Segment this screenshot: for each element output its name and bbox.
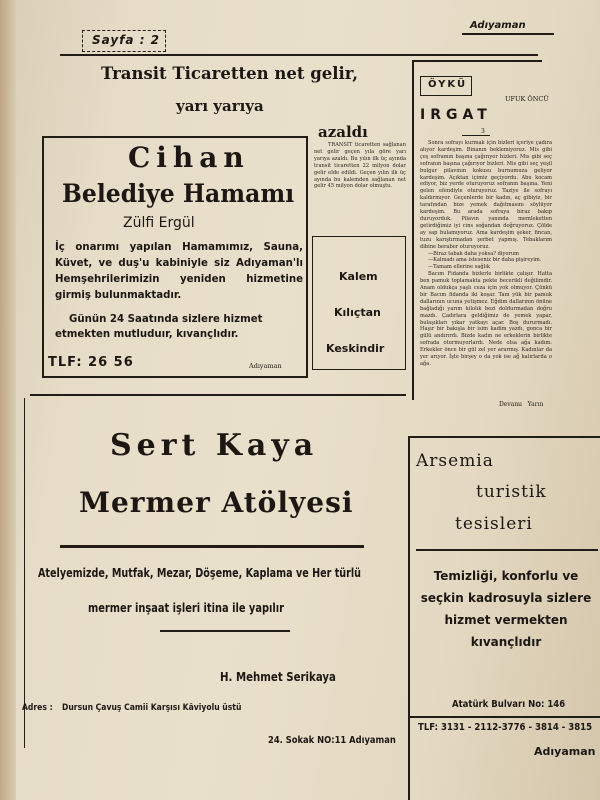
kalem-line1: Kalem — [339, 270, 378, 283]
kalem-line2: Kılıçtan — [334, 306, 381, 319]
cihan-text2: Günün 24 Saatında sizlere hizmet etmekten mutluduır, kıvançlıdır. — [55, 314, 263, 340]
middle-rule — [30, 394, 406, 396]
arsemia-city: Adıyaman — [534, 745, 596, 758]
arsemia-line2: turistik — [476, 482, 547, 502]
sert-kaya-rule — [60, 545, 364, 548]
story-part: 3 — [481, 128, 485, 135]
cihan-title: Cihan — [128, 141, 250, 174]
arsemia-bottom-rule — [410, 716, 600, 718]
story-title: IRGAT — [420, 107, 492, 123]
transit-headline-line1: Transit Ticaretten net gelir, — [101, 64, 359, 83]
story-paragraph: —Biraz tabak daha yoksa? diyorum — [428, 250, 519, 257]
transit-headline-line3: azaldı — [318, 123, 368, 141]
arsemia-text: Temizliği, konforlu ve seçkin kadrosuyla sizlere hizmet vermekten kıvançlıdır — [420, 569, 592, 649]
transit-headline-line2: yarı yarıya — [176, 97, 264, 115]
cihan-title-line2: Belediye Hamamı — [62, 179, 295, 208]
transit-body: TRANSİT ticaretten sağlanan net gelir geçen yıla göre yarı yarıya azaldı. Bu yılın ilk üç ayında transit ticaretten 22 milyon dolar gelir elde edildi. Geçen yılın ilk üç ayında bu kalemden sağlanan net gelir 45 milyon dolar olmuştu. — [314, 142, 406, 190]
sert-kaya-subtitle: Mermer Atölyesi — [79, 486, 354, 519]
sert-kaya-small-rule — [160, 630, 290, 632]
sert-kaya-street: 24. Sokak NO:11 Adıyaman — [268, 735, 396, 746]
story-part-rule — [462, 135, 490, 136]
story-paragraph: —Tamam ellerine sağlık — [428, 264, 490, 271]
story-body — [420, 140, 552, 398]
story-paragraph: Sonra sofrayı kurmak için bizleri içeriye çadıra alıyor kardeşim. Binanın beklemiyoruz. Mis gibi çeş soframın başına çağırıyor bizleri. Mis gibi seç sofranın başına çağırıyor bizleri. Mis gibi seç yeşil bulgur pilavının kokusu burnumuza geliyor kardeşim. Açıktan içimiz geçiyordu. Abu kocam ediyor, biz yerde oturuyoruz sofranın başına. Yeni gelen efendiyle oturuyoruz. Taziye ile sofrayı kaldırmıyor. Geçenlerde bir kadın, aç gibiyiz, bir tarafından bize yemek dağıtmasını söylüyor kardeşim. Bu arada sofraya biraz bakıp duruyorduk. Pilavın yanında memleketten getirdiğimiz iyi cins soğandan doğruyoruz. Çölde ay sap bulamıyoruz. Ama kardeşim şeker, fincan, tuzu karıştırmadan şerbet yapmış. Tebaklarım dibine beraber oturuyoruz. — [420, 140, 552, 250]
sert-kaya-address: Dursun Çavuş Camii Karşısı Kâviyolu üstü — [62, 703, 242, 713]
cihan-text1: İç onarımı yapılan Hamamımız, Sauna, Küvet, ve duş'u kabiniyle siz Adıyaman'lı Hemşehrilerimizin yeniden hizmetine girmiş bulunmaktadır. — [55, 242, 303, 301]
sert-kaya-owner: H. Mehmet Serikaya — [220, 670, 336, 684]
sert-kaya-services2: mermer inşaat işleri itina ile yapılır — [88, 601, 284, 615]
arsemia-line3: tesisleri — [455, 514, 533, 534]
page-number: Sayfa : 2 — [92, 33, 161, 47]
story-side-rule — [412, 60, 414, 400]
sert-kaya-address-label: Adres : — [22, 703, 53, 713]
story-section: ÖYKÜ — [428, 79, 468, 90]
arsemia-phone: TLF: 3131 - 2112-3776 - 3814 - 3815 — [418, 722, 593, 733]
cihan-phone: TLF: 26 56 — [48, 355, 134, 370]
cihan-city: Adıyaman — [249, 362, 282, 370]
arsemia-rule — [416, 549, 598, 551]
header-rule — [462, 33, 554, 35]
arsemia-line1: Arsemia — [416, 451, 494, 471]
paper-name: Adıyaman — [470, 20, 526, 31]
story-continued: Devamı Yarın — [499, 401, 544, 408]
arsemia-address: Atatürk Bulvarı No: 146 — [452, 699, 566, 710]
sert-kaya-services: Atelyemizde, Mutfak, Mezar, Döşeme, Kaplama ve Her türlü — [38, 566, 361, 580]
cihan-owner: Zülfi Ergül — [123, 215, 195, 231]
story-paragraph: —Kalmadı ama isteseniz bir daha pişireyim. — [428, 257, 542, 264]
kalem-line3: Keskindir — [326, 342, 385, 355]
story-paragraph: Bacım Fidanda bizlerle birlikte çalışır. Hatta ben pamuk toplamakta pekte becerikli değilimdir. Anam oldukça yaşlı ceza için yok olmuyor. Çünkü bir Bacım fidanda iki koşar. Tam yük bir pamuk dallarının ucuna yetişmez. Eğdim dallarının önüne bağladığı yarım kilolık bezi doldurmadan doğru mazdı. Çadırlara geldiğimiz de yemek yapar, bulaşıkları yıkar yatkayı açar. Boş dururmadı. Haşır bir bakışla bir isim kadim yazdı, gonca bir gülü andırırdı. Bizde kadın ne erkeklerin birlikte sofrada oturmuyorlardı. Nede olsa ağa kadım. Erkekler önce bir gül zel yer ararmış. Kadınlar da yer arıyor. İşte birşey o da yok ise ağ kalırlarda o ağa. — [420, 271, 552, 367]
story-top-rule — [412, 60, 542, 62]
sert-kaya-title: Sert Kaya — [110, 428, 319, 463]
header-top-rule — [60, 54, 538, 56]
story-author: UFUK ÖNCÜ — [505, 95, 549, 103]
